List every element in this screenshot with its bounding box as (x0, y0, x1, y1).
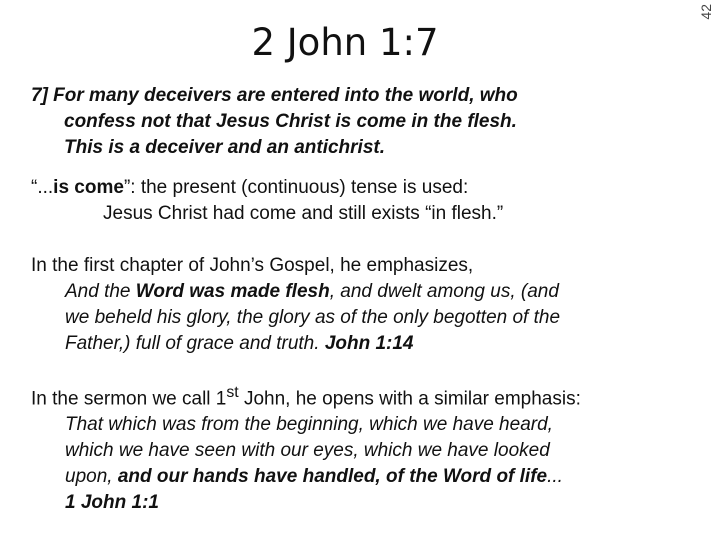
gospel-quote-line (31, 279, 701, 305)
ordinal-suffix: st (226, 384, 239, 401)
quote-text: ... (547, 466, 563, 488)
slide-number: 42 (698, 4, 714, 20)
epistle-quote-line: That which was from the beginning, which we have heard, (65, 414, 553, 436)
epistle-reference: 1 John 1:1 (65, 492, 159, 514)
gospel-section (31, 253, 701, 357)
verse-text (31, 83, 681, 161)
tense-explanation: ”: the present (continuous) tense is used: (123, 177, 469, 198)
gospel-intro: In the first chapter of John’s Gospel, he emphasizes, (31, 255, 474, 276)
gospel-quote-line: we beheld his glory, the glory as of the only begotten of the (65, 307, 561, 328)
verse-line: This is a deceiver and an antichrist. (64, 137, 386, 158)
intro-text: John, he opens with a similar emphasis: (238, 388, 581, 410)
open-quote: “... (31, 177, 54, 198)
quote-emphasis: Word was made flesh (135, 281, 330, 302)
epistle-section (31, 380, 701, 516)
intro-text: In the sermon we call 1 (31, 388, 227, 410)
tense-term: is come (53, 177, 124, 198)
tense-note-line: Jesus Christ had come and still exists “in flesh.” (103, 203, 504, 224)
gospel-quote-line (31, 331, 701, 357)
verse-line: 7] For many deceivers are entered into the world, who (31, 85, 518, 106)
epistle-quote-line (31, 464, 701, 490)
quote-text: Father,) full of grace and truth. (65, 333, 325, 354)
tense-note (31, 175, 701, 227)
tense-note-line (31, 175, 701, 201)
epistle-quote-line: which we have seen with our eyes, which we have looked (65, 440, 550, 462)
quote-text: And the (65, 281, 136, 302)
verse-line: confess not that Jesus Christ is come in the flesh. (64, 111, 517, 132)
quote-text: upon, (65, 466, 118, 488)
slide-title: 2 John 1:7 (251, 21, 439, 64)
epistle-intro (31, 380, 701, 412)
gospel-reference: John 1:14 (324, 333, 414, 354)
quote-text: , and dwelt among us, (and (329, 281, 559, 302)
quote-emphasis: and our hands have handled, of the Word of life (117, 466, 548, 488)
